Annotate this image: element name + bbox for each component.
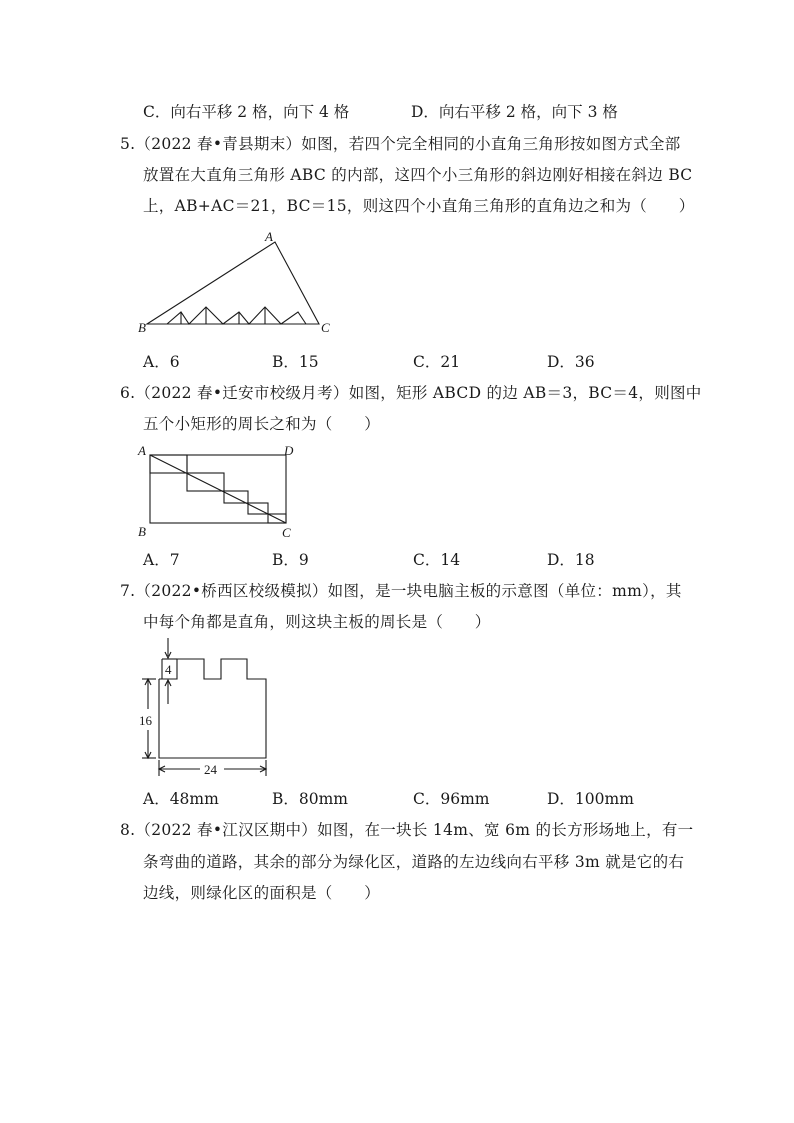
q5-line-1: 5.（2022 春•青县期末）如图，若四个完全相同的小直角三角形按如图方式全部 [120, 135, 681, 153]
label-a: A [265, 229, 273, 244]
prev-option-c: C．向右平移 2 格，向下 4 格 [143, 103, 350, 121]
q5-option-a[interactable]: A．6 [143, 353, 180, 371]
label-a: A [138, 443, 146, 458]
q6-option-d[interactable]: D．18 [547, 551, 595, 569]
q7-figure [130, 638, 280, 780]
q8-line-2: 条弯曲的道路，其余的部分为绿化区，道路的左边线向右平移 3m 就是它的右 [143, 853, 685, 871]
label-c: C [282, 525, 291, 540]
q8-line-3: 边线，则绿化区的面积是（ ） [143, 884, 381, 902]
q7-option-b[interactable]: B．80mm [272, 790, 349, 808]
q6-line-1: 6.（2022 春•迁安市校级月考）如图，矩形 ABCD 的边 AB＝3，BC＝4，则图中 [120, 384, 702, 402]
dimension-24: 24 [204, 762, 217, 777]
prev-option-d: D．向右平移 2 格，向下 3 格 [411, 103, 618, 121]
q5-line-2: 放置在大直角三角形 ABC 的内部，这四个小三角形的斜边刚好相接在斜边 BC [143, 166, 693, 184]
q7-option-a[interactable]: A．48mm [143, 790, 219, 808]
q6-option-c[interactable]: C．14 [413, 551, 461, 569]
q6-figure [135, 440, 305, 540]
q7-line-1: 7.（2022•桥西区校级模拟）如图，是一块电脑主板的示意图（单位：mm），其 [120, 582, 682, 600]
q7-option-c[interactable]: C．96mm [413, 790, 490, 808]
dimension-16: 16 [139, 713, 152, 728]
small-triangles [167, 307, 306, 324]
label-c: C [321, 320, 330, 335]
q5-option-c[interactable]: C．21 [413, 353, 461, 371]
diagonal-ac [150, 455, 286, 523]
q6-line-2: 五个小矩形的周长之和为（ ） [143, 415, 381, 433]
q6-option-b[interactable]: B．9 [272, 551, 309, 569]
label-b: B [138, 320, 146, 335]
q7-option-d[interactable]: D．100mm [547, 790, 634, 808]
q8-line-1: 8.（2022 春•江汉区期中）如图，在一块长 14m、宽 6m 的长方形场地上，有一 [120, 821, 694, 839]
label-d: D [284, 443, 294, 458]
big-triangle [147, 242, 319, 324]
q5-line-3: 上，AB+AC＝21，BC＝15，则这四个小直角三角形的直角边之和为（ ） [143, 197, 695, 215]
q5-option-d[interactable]: D．36 [547, 353, 595, 371]
q5-figure [135, 228, 345, 338]
q7-line-2: 中每个角都是直角，则这块主板的周长是（ ） [143, 613, 491, 631]
board-outline [159, 659, 266, 758]
q5-option-b[interactable]: B．15 [272, 353, 319, 371]
q6-option-a[interactable]: A．7 [143, 551, 180, 569]
label-b: B [138, 524, 146, 539]
dimension-4: 4 [165, 662, 172, 677]
